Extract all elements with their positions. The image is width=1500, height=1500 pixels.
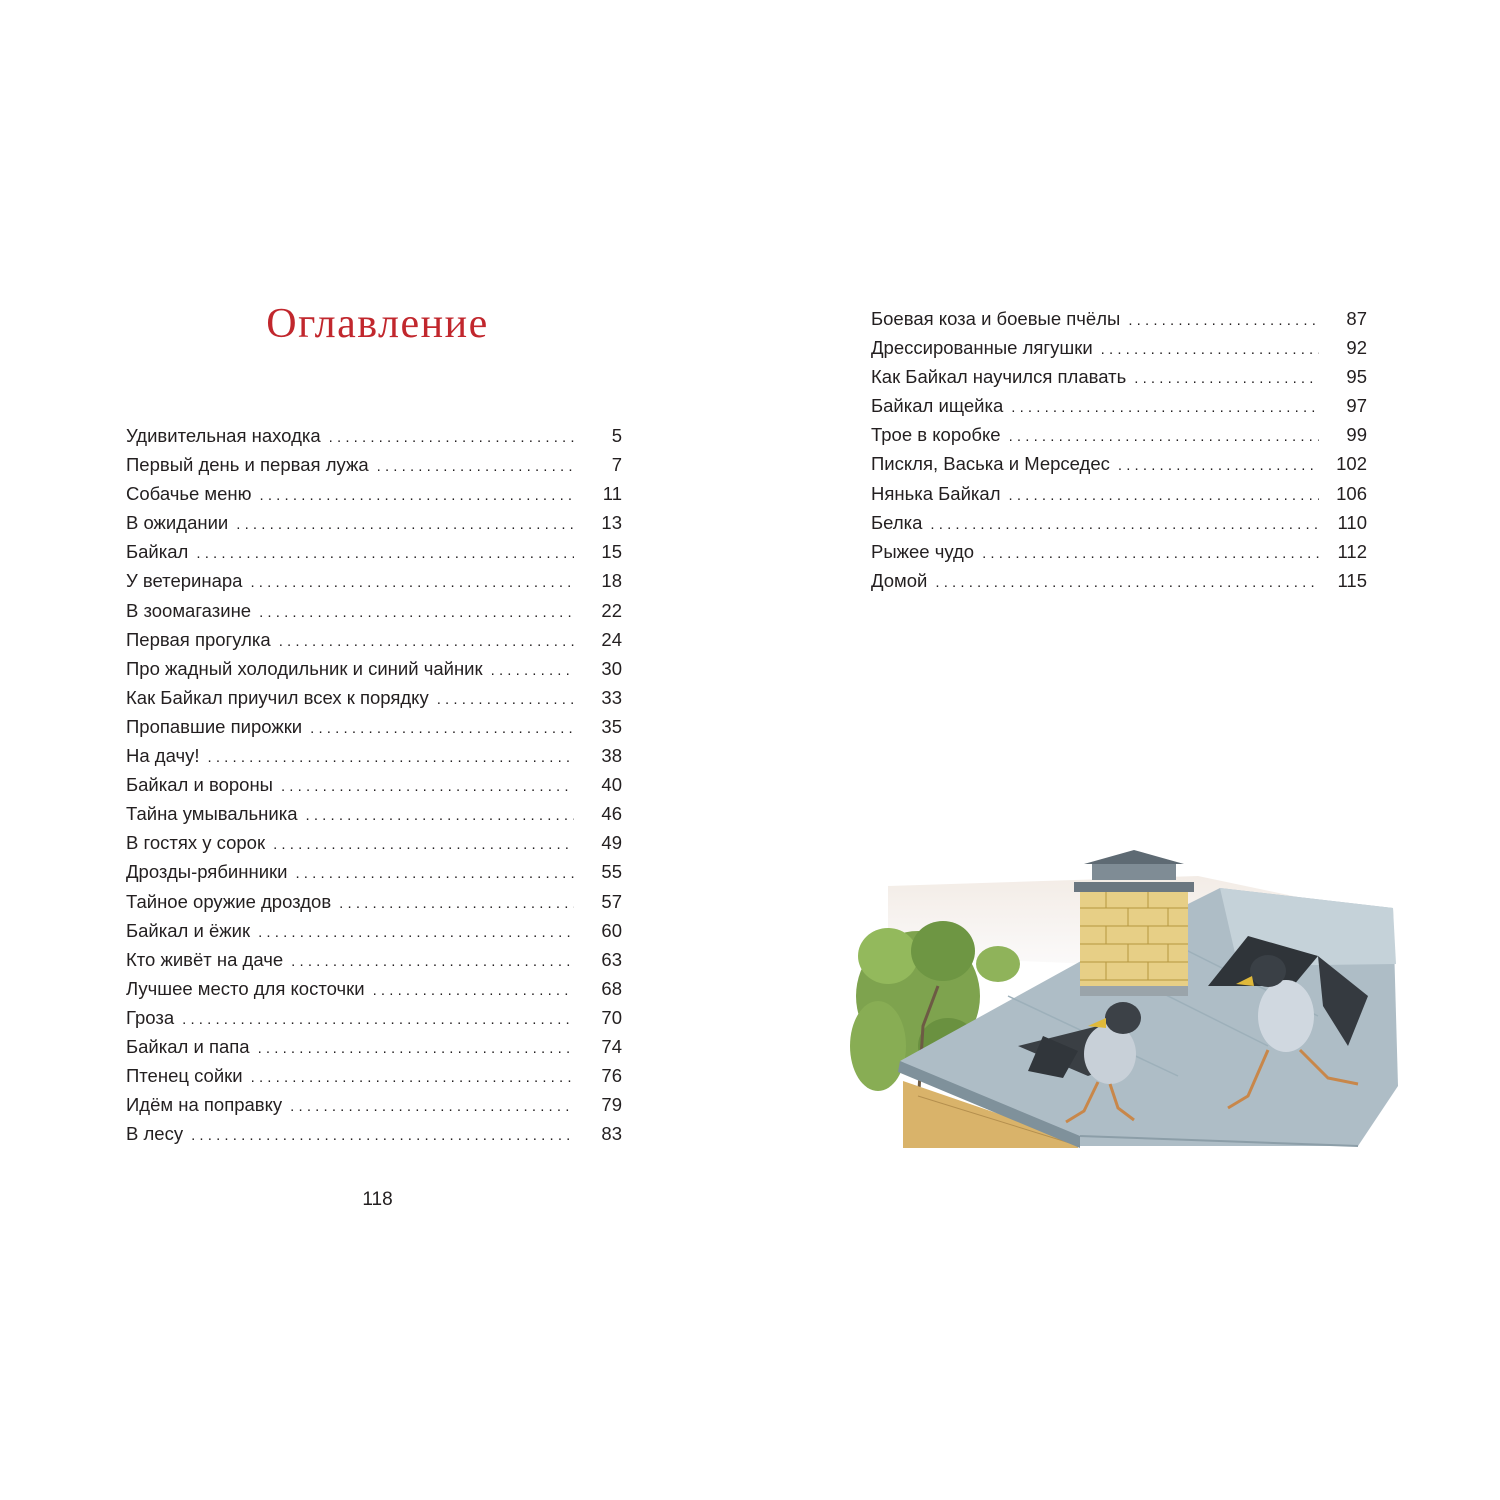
toc-entry[interactable] [126,741,622,770]
toc-leader-dots [339,889,574,918]
toc-leader-dots [935,568,1319,597]
toc-entry[interactable] [126,654,622,683]
toc-entry[interactable] [871,479,1367,508]
toc-entry-page: 30 [601,657,622,679]
toc-entry-title: Домой [871,569,928,591]
toc-leader-dots [1118,451,1319,480]
toc-entry-page: 15 [601,541,622,563]
toc-entry[interactable] [126,945,622,974]
toc-leader-dots [373,976,574,1005]
toc-entry[interactable] [126,712,622,741]
toc-entry[interactable] [126,421,622,450]
toc-leader-dots [258,918,574,947]
toc-entry[interactable] [126,799,622,828]
toc-entry[interactable] [126,857,622,886]
toc-entry-title: Белка [871,511,923,533]
toc-entry-title: Удивительная находка [126,425,321,446]
toc-leader-dots [295,859,574,888]
toc-entry-page: 60 [601,919,622,941]
toc-leader-dots [930,510,1319,539]
toc-entry-page: 74 [601,1035,622,1057]
toc-leader-dots [305,801,574,830]
toc-leader-dots [1128,306,1319,335]
toc-entry-title: В зоомагазине [126,599,252,621]
toc-entry-title: Первый день и первая лужа [126,454,369,476]
toc-entry[interactable] [871,566,1367,595]
toc-entry-page: 38 [601,745,622,767]
toc-entry-page: 40 [601,774,622,796]
toc-entry[interactable] [126,450,622,479]
toc-leader-dots [1101,335,1319,364]
toc-entry-page: 49 [601,832,622,854]
toc-entry[interactable] [871,420,1367,449]
toc-entry-page: 57 [601,890,622,912]
toc-entry-page: 18 [601,570,622,592]
toc-entry-page: 102 [1336,453,1367,475]
toc-entry-title: Лучшее место для косточки [126,977,365,999]
toc-entry-page: 13 [601,512,622,534]
toc-entry-page: 106 [1336,482,1367,504]
toc-entry-page: 11 [602,483,622,505]
toc-entry[interactable] [126,916,622,945]
toc-entry-title: Как Байкал приучил всех к порядку [126,686,429,708]
toc-leader-dots [329,423,574,452]
page-number: 118 [362,1189,393,1210]
toc-entry-title: Тайна умывальника [126,803,298,825]
toc-entry-page: 22 [601,599,622,621]
toc-leader-dots [250,568,574,597]
toc-entry-title: Байкал и вороны [126,774,273,796]
toc-entry-title: Нянька Байкал [871,482,1001,504]
toc-entry-page: 7 [611,454,622,476]
toc-entry-title: Тайное оружие дроздов [126,890,332,912]
toc-list-right [871,304,1367,595]
toc-list-left [126,421,622,1148]
toc-entry-title: Трое в коробке [871,424,1001,446]
toc-entry-page: 68 [601,977,622,999]
toc-leader-dots [491,656,574,685]
toc-entry[interactable] [126,1032,622,1061]
toc-leader-dots [251,1063,574,1092]
toc-entry[interactable] [126,974,622,1003]
toc-entry[interactable] [871,508,1367,537]
toc-leader-dots [1009,481,1319,510]
toc-leader-dots [260,481,574,510]
toc-leader-dots [1009,422,1319,451]
toc-entry-page: 63 [601,948,622,970]
toc-entry-title: Кто живёт на даче [126,948,284,970]
toc-leader-dots [310,714,574,743]
toc-entry[interactable] [126,566,622,595]
toc-entry[interactable] [126,596,622,625]
toc-leader-dots [182,1005,574,1034]
toc-leader-dots [437,685,574,714]
toc-entry[interactable] [126,508,622,537]
toc-entry-page: 35 [601,715,622,737]
toc-entry[interactable] [126,1061,622,1090]
toc-leader-dots [1011,393,1319,422]
toc-entry-page: 46 [601,803,622,825]
toc-entry-page: 79 [601,1094,622,1116]
toc-entry[interactable] [126,1003,622,1032]
toc-entry-title: Идём на поправку [126,1094,283,1116]
toc-leader-dots [259,598,574,627]
toc-leader-dots [258,1034,574,1063]
toc-entry[interactable] [126,625,622,654]
toc-entry-page: 110 [1337,511,1367,533]
toc-entry-title: В ожидании [126,512,229,534]
toc-entry-title: Как Байкал научился плавать [871,366,1127,388]
toc-entry-page: 92 [1346,337,1367,359]
toc-entry[interactable] [126,887,622,916]
toc-entry-title: Байкал и папа [126,1035,250,1057]
toc-entry-page: 95 [1346,366,1367,388]
toc-entry-title: Первая прогулка [126,628,271,650]
toc-entry-title: Птенец сойки [126,1065,243,1087]
crows-on-roof-illustration [848,846,1402,1148]
toc-entry-title: Байкал [126,541,189,563]
toc-entry-title: Дрессированные лягушки [871,337,1093,359]
toc-entry[interactable] [126,770,622,799]
toc-entry[interactable] [126,479,622,508]
toc-entry-page: 115 [1337,569,1367,591]
toc-entry-page: 83 [601,1123,622,1145]
toc-leader-dots [191,1121,574,1150]
toc-entry-title: На дачу! [126,745,200,767]
toc-entry-title: В гостях у сорок [126,832,266,854]
toc-entry[interactable] [126,1119,622,1148]
toc-entry-title: Пропавшие пирожки [126,715,303,737]
toc-entry-page: 97 [1346,395,1367,417]
toc-entry[interactable] [871,333,1367,362]
toc-entry-title: Пискля, Васька и Мерседес [871,453,1110,475]
toc-entry[interactable] [126,828,622,857]
page-title: Оглавление [266,301,489,347]
toc-entry-title: В лесу [126,1123,184,1145]
toc-entry[interactable] [871,304,1367,333]
toc-entry-title: У ветеринара [126,570,243,592]
toc-leader-dots [291,947,574,976]
toc-leader-dots [290,1092,574,1121]
toc-entry[interactable] [871,449,1367,478]
toc-entry[interactable] [126,683,622,712]
toc-entry-page: 87 [1346,308,1367,329]
toc-entry[interactable] [871,537,1367,566]
chimney [1074,850,1194,996]
toc-leader-dots [196,539,574,568]
toc-entry-page: 24 [601,628,622,650]
toc-entry-title: Рыжее чудо [871,540,975,562]
toc-entry-title: Гроза [126,1006,175,1028]
toc-entry-page: 33 [601,686,622,708]
toc-entry[interactable] [126,537,622,566]
toc-leader-dots [208,743,575,772]
toc-entry[interactable] [871,362,1367,391]
toc-entry-title: Боевая коза и боевые пчёлы [871,308,1121,329]
toc-leader-dots [982,539,1319,568]
toc-entry-title: Байкал и ёжик [126,919,251,941]
toc-entry-page: 70 [601,1006,622,1028]
toc-leader-dots [377,452,574,481]
toc-entry-page: 5 [611,425,622,446]
toc-leader-dots [281,772,574,801]
toc-entry-title: Собачье меню [126,483,252,505]
toc-entry-page: 55 [601,861,622,883]
toc-leader-dots [1134,364,1319,393]
toc-entry[interactable] [871,391,1367,420]
toc-entry-page: 112 [1337,540,1367,562]
toc-entry-title: Байкал ищейка [871,395,1004,417]
toc-entry-title: Дрозды-рябинники [126,861,288,883]
toc-entry-page: 76 [601,1065,622,1087]
toc-entry-title: Про жадный холодильник и синий чайник [126,657,483,679]
toc-leader-dots [236,510,574,539]
toc-leader-dots [273,830,574,859]
toc-leader-dots [279,627,574,656]
toc-entry-page: 99 [1346,424,1367,446]
toc-entry[interactable] [126,1090,622,1119]
